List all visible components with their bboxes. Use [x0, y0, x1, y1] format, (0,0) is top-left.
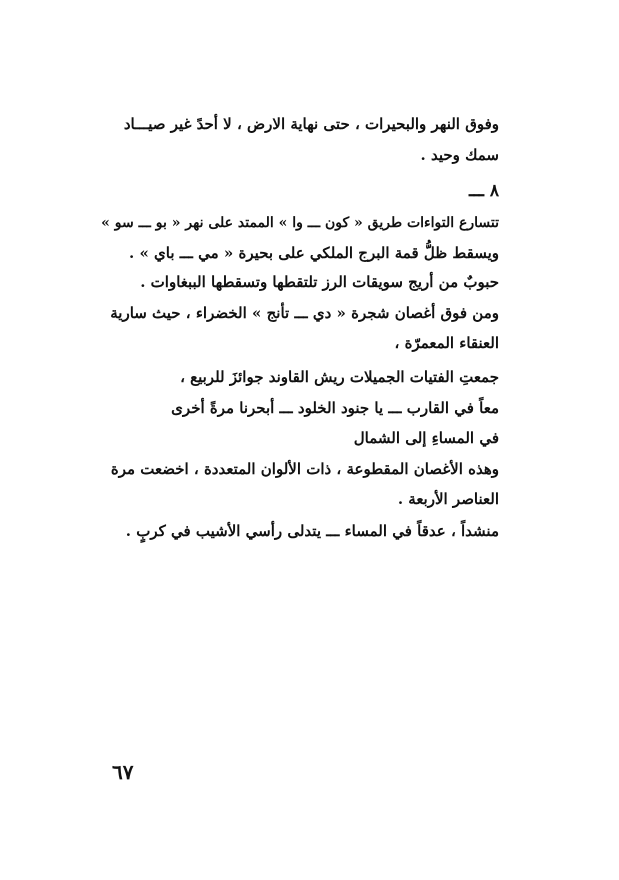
text-line-3: تتسارع التواءات طريق « كون ـــ وا » الممتد على نهر « بو ـــ سو »: [101, 215, 499, 231]
text-line-12: العناصر الأربعة .: [397, 490, 499, 508]
page-number: ٦٧: [112, 760, 134, 784]
text-line-10: في المساءِ إلى الشمال: [353, 429, 499, 447]
text-line-11: وهذه الأغصان المقطوعة ، ذات الألوان المتعددة ، اخضعت مرة: [110, 460, 499, 478]
text-line-6: ومن فوق أغصان شجرة « دي ـــ تأنج » الخضراء ، حيث سارية: [110, 304, 499, 322]
text-line-1: وفوق النهر والبحيرات ، حتى نهاية الارض ، لا أحدً غير صيـــاد: [123, 115, 499, 133]
text-line-2: سمك وحيد .: [420, 146, 499, 164]
section-heading: ٨ ـــ: [468, 181, 499, 201]
text-line-4: ويسقط ظلُّ قمة البرج الملكي على بحيرة « مي ـــ باي » .: [129, 244, 499, 262]
text-line-8: جمعتِ الفتيات الجميلات ريش القاوند جوائزَ للربيع ،: [180, 368, 499, 386]
text-line-13: منشداً ، عدقاً في المساء ـــ يتدلى رأسي الأشيب في كربٍ .: [125, 522, 499, 540]
text-line-7: العنقاء المعمرّة ،: [394, 334, 499, 352]
text-line-9: معاً في القارب ـــ يا جنود الخلود ـــ أبحرنا مرةً أخرى: [171, 399, 499, 417]
text-line-5: حبوبٌ من أريج سويقات الرز تلتقطها وتسقطها الببغاوات .: [140, 273, 499, 291]
